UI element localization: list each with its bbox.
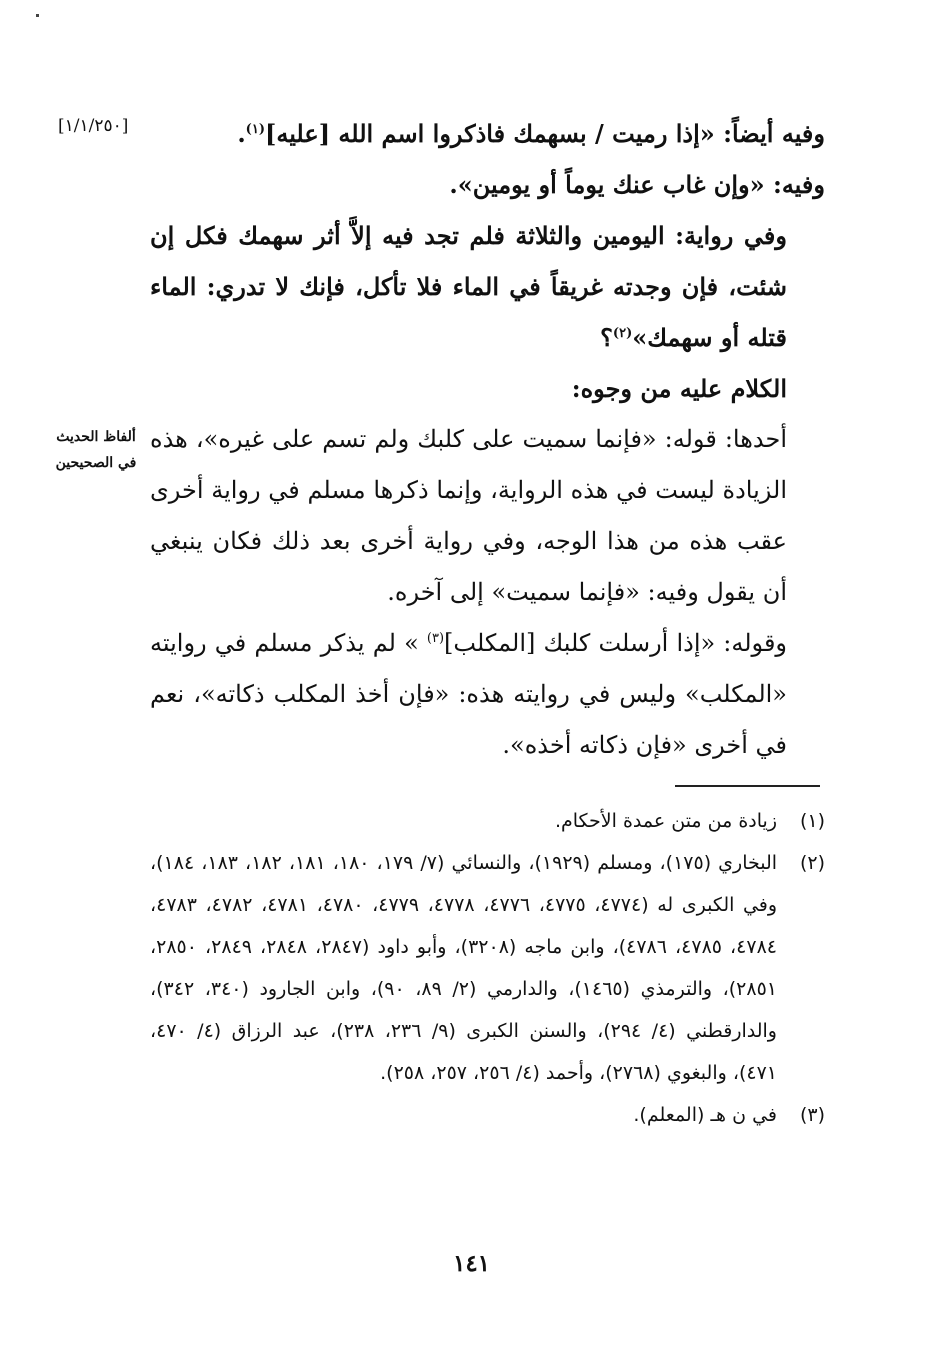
footnotes <box>150 800 825 1136</box>
footnote-text: زيادة من متن عمدة الأحكام. <box>554 810 777 832</box>
margin-heading-line-1: ألفاظ الحديث <box>56 429 136 445</box>
paragraph-2: وفيه: «وإن غاب عنك يوماً أو يومين». <box>449 170 825 199</box>
paragraph-1: وفيه أيضاً: «إذا رميت / بسهمك فاذكروا اسم الله [عليه]$^{(١)}$. <box>237 119 825 148</box>
margin-heading-line-2: في الصحيحين <box>55 455 137 471</box>
paragraph-6: وقوله: «إذا أرسلت كلبك [المكلب]$^{(٣)}$ » لم يذكر مسلم في روايته «المكلب» وليس في روايته هذه: «فإن أخذ المكلب ذكاته»، نعم في أخرى «فإن ذكاته أخذه». <box>150 629 788 759</box>
footnote-ref-1: (١) <box>245 122 265 137</box>
main-text <box>150 108 825 771</box>
footnote-text: في ن هـ (المعلم). <box>633 1104 777 1126</box>
page-number: ١٤١ <box>452 1250 491 1277</box>
footnote-number: (٣) <box>799 1104 825 1126</box>
footnote-3 <box>150 1094 825 1136</box>
footnote-number: (١) <box>799 810 825 832</box>
manuscript-reference: [١/١/٢٥٠] <box>58 116 129 136</box>
footnote-2 <box>150 842 825 1094</box>
paragraph-3: وفي رواية: اليومين والثلاثة فلم تجد فيه إلاَّ أثر سهمك فكل إن شئت، فإن وجدته غريقاً في الماء فلا تأكل، فإنك لا تدري: الماء قتله أو سهمك»$^{(٢)}$؟ <box>150 221 787 352</box>
margin-heading <box>46 424 146 476</box>
paragraph-4: الكلام عليه من وجوه: <box>571 374 787 403</box>
footnote-separator <box>675 785 820 787</box>
footnote-ref-3: (٣) <box>426 631 445 646</box>
footnote-text: البخاري (١٧٥)، ومسلم (١٩٢٩)، والنسائي (٧/ ١٧٩، ١٨٠، ١٨١، ١٨٢، ١٨٣، ١٨٤)، وفي الكبرى له (٤٧٧٤، ٤٧٧٥، ٤٧٧٦، ٤٧٧٨، ٤٧٧٩، ٤٧٨٠، ٤٧٨١، ٤٧٨٢، ٤٧٨٣، ٤٧٨٤، ٤٧٨٥، ٤٧٨٦)، وابن ماجه (٣٢٠٨)، وأبو داود (٢٨٤٧، ٢٨٤٨، ٢٨٤٩، ٢٨٥٠، ٢٨٥١)، والترمذي (١٤٦٥)، والدارمي (٢/ ٨٩، ٩٠)، وابن الجارود (٣٤٠، ٣٤٢)، والدارقطني (٤/ ٢٩٤)، والسنن الكبرى (٩/ ٢٣٦، ٢٣٨)، عبد الرزاق (٤/ ٤٧٠، ٤٧١)، والبغوي (٢٧٦٨)، وأحمد (٤/ ٢٥٦، ٢٥٧، ٢٥٨). <box>150 852 778 1084</box>
footnote-1 <box>150 800 825 842</box>
footnote-ref-2: (٢) <box>612 326 633 341</box>
scan-speck <box>36 14 39 17</box>
footnote-number: (٢) <box>799 852 825 874</box>
paragraph-5: أحدها: قوله: «فإنما سميت على كلبك ولم تسم على غيره»، هذه الزيادة ليست في هذه الرواية، وإنما ذكرها مسلم في رواية أخرى عقب هذه من هذا الوجه، وفي رواية أخرى بعد ذلك فكان ينبغي أن يقول وفيه: «فإنما سميت» إلى آخره. <box>150 425 787 606</box>
